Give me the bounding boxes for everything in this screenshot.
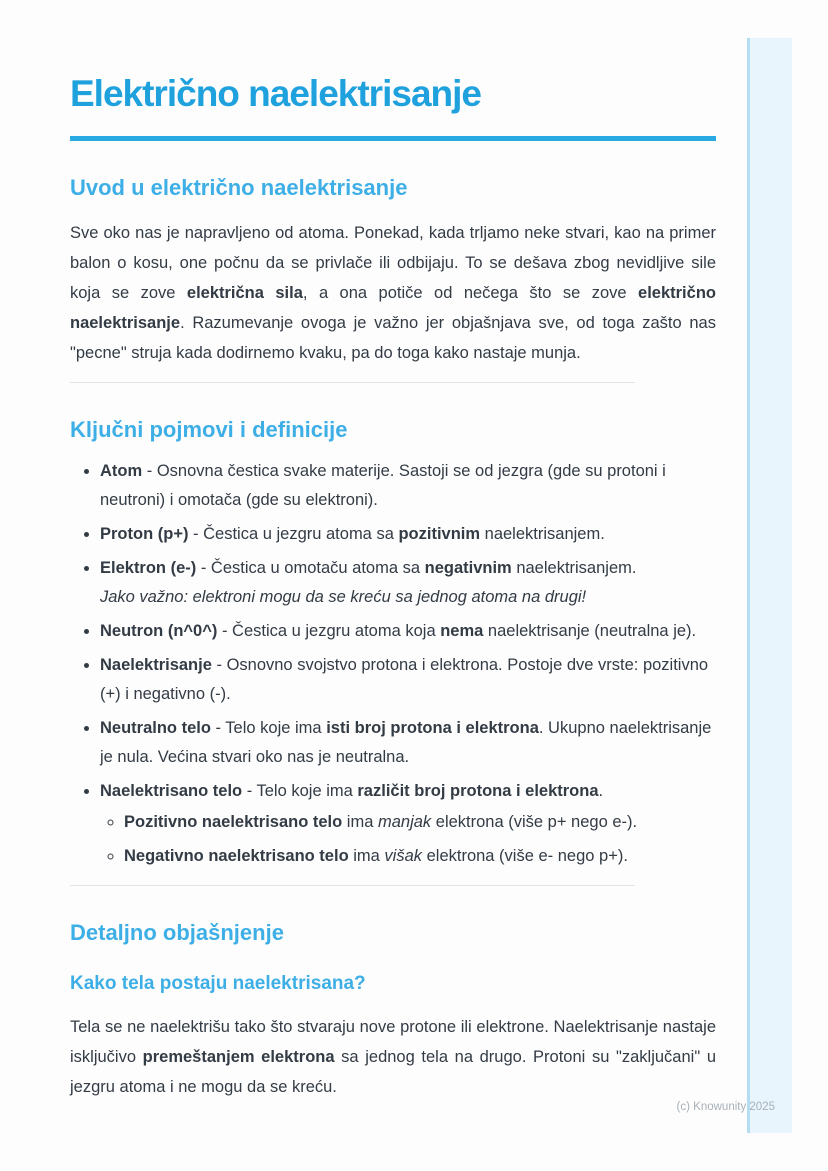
page-title: Električno naelektrisanje	[70, 73, 481, 114]
text-bold: električno naelektrisanje	[70, 284, 716, 332]
section-heading: Ključni pojmovi i definicije	[70, 417, 348, 442]
section-divider	[70, 382, 635, 383]
text-bold: različit broj protona i elektrona	[357, 782, 599, 800]
text-bold: nema	[440, 622, 484, 640]
text-bold: Neutron (n^0^)	[100, 622, 218, 640]
text-run: , a ona potiče od nečega što se zove	[302, 284, 639, 302]
text-italic: višak	[384, 847, 423, 865]
text-run: . Razumevanje ovoga je važno jer objašnjava sve, od toga zašto nas "pecne" struja kada dodirnemo kvaku, pa do toga kako nastaje munja.	[70, 314, 716, 362]
page-edge-stripe	[747, 38, 792, 1133]
text-run: - Telo koje ima	[242, 782, 358, 800]
text-run: - Osnovna čestica svake materije. Sastoji se od jezgra (gde su protoni i neutroni) i omotača (gde su elektroni).	[100, 462, 666, 509]
text-run: - Telo koje ima	[210, 719, 327, 737]
list-item	[100, 651, 716, 709]
section-divider	[70, 885, 635, 886]
text-run: Tela se ne naelektrišu tako što stvaraju nove protone ili elektrone. Naelektrisanje nastaje isključivo	[70, 1018, 716, 1066]
bullet-list	[70, 457, 716, 871]
list-item	[100, 520, 716, 549]
paragraph	[70, 1012, 716, 1102]
text-run: - Osnovno svojstvo protona i elektrona. Postoje dve vrste: pozitivno (+) i negativno (-).	[100, 656, 709, 703]
list-item	[100, 777, 716, 871]
text-run: naelektrisanjem.	[511, 559, 637, 577]
text-run: elektrona (više e- nego p+).	[422, 847, 628, 865]
text-run: naelektrisanjem.	[480, 525, 605, 543]
text-bold: premeštanjem elektrona	[142, 1048, 335, 1066]
text-bold: Atom	[100, 462, 143, 480]
text-run: naelektrisanje (neutralna je).	[483, 622, 697, 640]
text-italic: Jako važno: elektroni mogu da se kreću sa jednog atoma na drugi!	[100, 588, 587, 606]
text-bold: Naelektrisanje	[100, 656, 212, 674]
text-run: - Čestica u jezgru atoma koja	[217, 622, 441, 640]
text-italic: manjak	[377, 813, 432, 831]
text-bold: Pozitivno naelektrisano telo	[124, 813, 343, 831]
text-run: . Ukupno naelektrisanje je nula. Većina stvari oko nas je neutralna.	[100, 719, 712, 766]
text-run: elektrona (više p+ nego e-).	[431, 813, 638, 831]
list-item	[100, 714, 716, 772]
text-run: - Čestica u jezgru atoma sa	[188, 525, 399, 543]
text-bold: pozitivnim	[398, 525, 481, 543]
title-rule	[70, 136, 716, 141]
list-item	[100, 457, 716, 515]
list-item	[100, 554, 716, 612]
text-run: ima	[342, 813, 378, 831]
text-bold: Proton (p+)	[100, 525, 189, 543]
section-heading: Detaljno objašnjenje	[70, 920, 284, 945]
text-run: Sve oko nas je napravljeno od atoma. Ponekad, kada trljamo neke stvari, kao na primer balon o kosu, one počnu da se privlače ili odbijaju. To se dešava zbog nevidljive sile koja se zove	[70, 224, 716, 302]
text-run: sa jednog tela na drugo. Protoni su "zaključani" u jezgru atoma i ne mogu da se kreću.	[70, 1048, 716, 1096]
sub-section-heading: Kako tela postaju naelektrisana?	[70, 973, 366, 994]
text-run: ima	[348, 847, 385, 865]
document-body	[70, 175, 716, 1102]
text-bold: električna sila	[186, 284, 303, 302]
text-bold: Negativno naelektrisano telo	[124, 847, 349, 865]
paragraph	[70, 218, 716, 368]
text-run: - Čestica u omotaču atoma sa	[196, 559, 425, 577]
text-bold: negativnim	[424, 559, 512, 577]
copyright-notice: (c) Knowunity 2025	[676, 1101, 775, 1113]
list-item	[100, 617, 716, 646]
sub-list-item	[124, 842, 716, 871]
text-bold: Neutralno telo	[100, 719, 211, 737]
text-run: .	[598, 782, 604, 800]
sub-bullet-list	[100, 808, 716, 871]
text-bold: Naelektrisano telo	[100, 782, 243, 800]
section-heading: Uvod u električno naelektrisanje	[70, 175, 408, 200]
sub-list-item	[124, 808, 716, 837]
document-content	[70, 0, 716, 1102]
text-bold: Elektron (e-)	[100, 559, 197, 577]
text-bold: isti broj protona i elektrona	[326, 719, 539, 737]
